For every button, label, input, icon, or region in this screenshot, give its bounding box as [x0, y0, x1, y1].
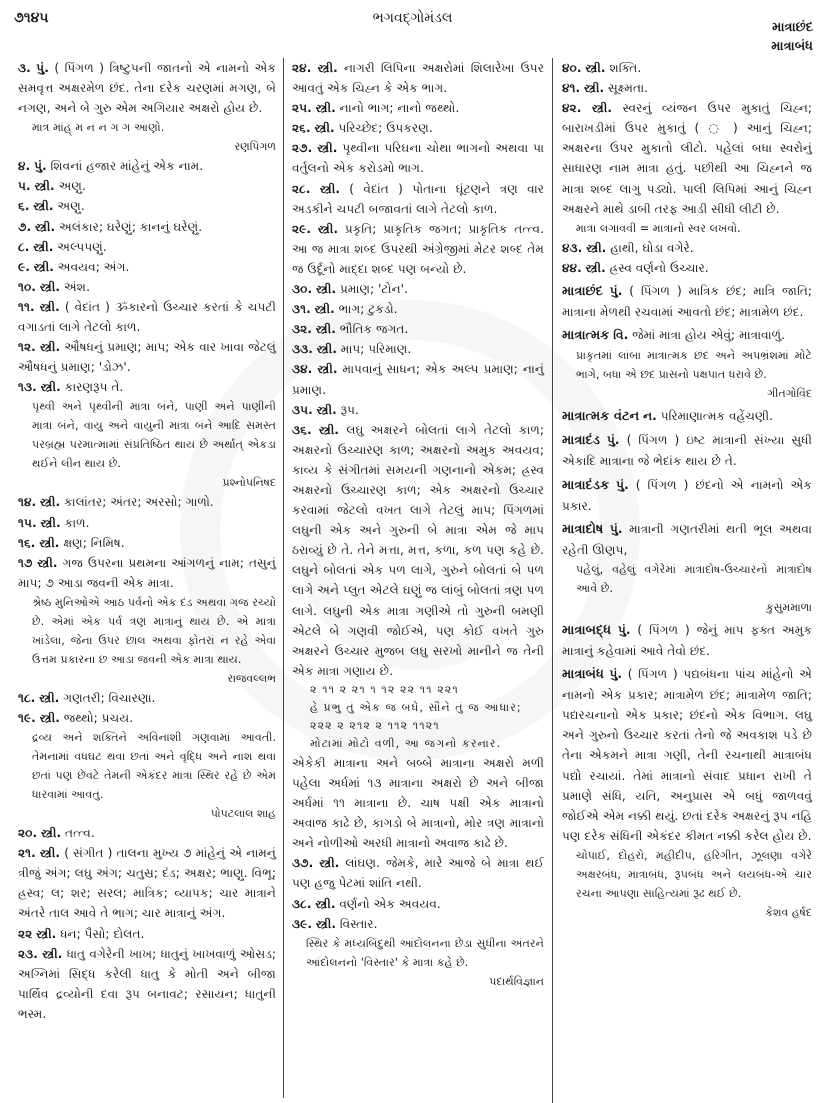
sense-entry: [562, 58, 812, 78]
sense-entry: [292, 894, 544, 914]
sense-number: ૩૫.: [292, 402, 313, 417]
grammar-label: સ્ત્રી.: [40, 340, 61, 355]
definition-text: અંશ.: [63, 279, 90, 294]
sense-entry: [292, 914, 544, 934]
definition-text: ( વેદાંત ) પોતાના ઘૂંટણને ત્રણ વાર અડકીને ચપટી બજાવતાં લાગે તેટલો કાળ.: [292, 181, 545, 216]
definition-text: પ્રમાણ; 'ટોન'.: [339, 282, 408, 297]
grammar-label: સ્ત્રી.: [40, 515, 61, 530]
grammar-label: સ્ત્રી.: [317, 221, 338, 236]
headword: માત્રાદંડક: [562, 477, 610, 493]
grammar-label: ન.: [643, 409, 657, 424]
sense-entry: [18, 297, 276, 337]
sense-number: ૩૬.: [292, 422, 312, 437]
sense-number: ૪.: [18, 159, 31, 174]
grammar-label: સ્ત્રી.: [33, 199, 54, 214]
sense-entry: [18, 377, 276, 397]
verse-line: હે પ્રભુ તું એક જ બધે, સૌને તું જ આધાર;: [310, 700, 522, 714]
grammar-label: સ્ત્રી.: [39, 535, 60, 550]
definition-text: ( પિંગળ ) માત્રિક છંદ; માત્રિ જાતિ; માત્રાના મેળથી રચવામાં આવતો છંદ; માત્રામેળ છંદ.: [562, 283, 813, 320]
headword: માત્રાબંધ: [562, 667, 604, 683]
quote-text: શ્રેષ્ઠ મુનિઓએ આઠ પર્વનો એક દંડ અથવા ગજ રચ્યો છે. એમાં એક પર્વ ત્રણ માત્રાનું થાય છે. એ માત્રા ખાંડેલા, જેના ઉપર છાલ અથવા ફોતરાં ન રહે એવા ઉત્તમ પ્રકારના છ આડા જવની એક માત્રા થાય.: [32, 595, 276, 666]
column-right: [562, 58, 812, 922]
definition-text: તત્ત્વ.: [65, 826, 95, 841]
grammar-label: સ્ત્રી.: [316, 342, 337, 357]
sense-entry: [562, 258, 812, 278]
definition-text: અલંકાર; ઘરેણું; કાનનું ઘરેણું.: [58, 219, 203, 234]
sense-entry: [292, 339, 544, 359]
definition-text: પ્રકૃતિ; પ્રાકૃતિક જગત; પ્રાકૃતિક તત્ત્વ. આ જ માત્રા શબ્દ ઉપરથી અંગ્રેજીમાં મેટર શબ્દ તેમ જ ઉર્દૂનો માદ્દા શબ્દ પણ બન્યો છે.: [292, 221, 545, 276]
sense-number: ૨૨: [18, 926, 33, 941]
citation-quote: [18, 728, 276, 823]
definition-text: શિવનાં હજાર માંહેનું એક નામ.: [50, 159, 204, 174]
definition-text: ગજ ઉપરના પ્રથમના આંગળનું નામ; તસુનું માપ; ૭ આડા જવની એક માત્રા.: [18, 555, 276, 590]
grammar-label: સ્ત્રી.: [39, 710, 60, 725]
citation-quote: [18, 593, 276, 688]
grammar-label: સ્ત્રી.: [316, 402, 337, 417]
sense-number: ૧૩.: [18, 380, 37, 395]
definition-text: માત્રાની ગણતરીમાં થતી ભૂલ અથવા રહેતી ઊણપ,: [562, 521, 812, 557]
grammar-label: સ્ત્રી.: [317, 362, 338, 377]
sense-number: ૧૪.: [18, 495, 37, 510]
sense-number: ૧૭: [18, 555, 33, 570]
sense-entry: [292, 420, 544, 681]
sense-entry: [292, 319, 544, 339]
sense-entry: [292, 279, 544, 299]
sense-entry: [18, 196, 276, 216]
grammar-label: સ્ત્રી.: [315, 896, 336, 911]
sense-entry: [562, 238, 812, 258]
sense-entry: [18, 843, 276, 923]
definition-text: અણુ.: [57, 199, 85, 214]
definition-text: ક્ષણ; નિમિષ.: [63, 535, 125, 550]
sense-entry: [292, 138, 544, 178]
citation-quote: [562, 560, 812, 617]
definition-text: ભૌતિક જગત.: [339, 322, 409, 337]
definition-text: ધાતુ વગેરેની ખાખ; ધાતુનું ખાખવાળું ઓસડ; અગ્નિમાં સિદ્ધ કરેલી ધાતુ કે મોતી અને બીજા પાર્થિવ દ્રવ્યોની દવા રૂપ બનાવટ; રસાયન; ધાતુની ભસ્મ.: [18, 946, 276, 1021]
headword-entry: [562, 519, 812, 560]
grammar-label: સ્ત્રી.: [34, 179, 55, 194]
citation-quote: [18, 397, 276, 492]
sense-number: ૪૦.: [562, 61, 582, 75]
column-left: [18, 58, 276, 1024]
sense-number: ૨૪.: [292, 61, 312, 75]
headword-entry: [562, 430, 812, 471]
sense-entry: [18, 708, 276, 728]
sense-entry: [18, 176, 276, 196]
guide-word-last: માત્રાબંધ: [771, 39, 813, 54]
sense-entry: [562, 78, 812, 98]
grammar-label: પું.: [34, 159, 47, 174]
grammar-label: સ્ત્રી.: [585, 61, 606, 75]
sense-number: ૪૨.: [562, 101, 582, 116]
sense-entry: [292, 853, 544, 893]
quote-text: પહેલું, વહેલું વગેરેમાં માત્રાદોષ-ઉચ્ચારનો માત્રાદોષ આવે છે.: [576, 562, 812, 595]
sense-entry: [18, 492, 276, 512]
definition-text: જેમાં માત્રા હોય એવું; માત્રાવાળું.: [632, 328, 786, 343]
definition-text: ગણતરી; વિચારણા.: [63, 690, 156, 705]
grammar-label: સ્ત્રી.: [317, 141, 338, 156]
meter-scansion: ૨ ૧૧ ૨ ૨૧ ૧ ૧૨ ૨૨ ૧૧ ૨૨૧: [310, 682, 459, 696]
headword-entry: [562, 620, 812, 661]
sense-entry: [562, 98, 812, 219]
grammar-label: પું.: [609, 283, 623, 298]
definition-text: ઔષધનું પ્રમાણ; માપ; એક વાર ખાવા જેટલું ઔષધનું પ્રમાણ; 'ડોઝ'.: [18, 340, 277, 375]
sense-entry: [18, 924, 276, 944]
headword: માત્રાત્મક વંટન: [562, 409, 640, 425]
grammar-label: સ્ત્રી.: [36, 926, 57, 941]
quote-text: પૃથ્વી અને પૃથ્વીની માત્રા બંને, પાણી અને પાણીની માત્રા બંને, વાયુ અને વાયુની માત્રા બંને આદિ સમસ્ત પરબ્રહ્મ પરમાત્મામાં સંપ્રતિષ્ઠિત થાય છે અર્થાત્ એકડા થઈને લીન થાય છે.: [32, 400, 276, 471]
sense-entry: [292, 58, 544, 98]
grammar-label: સ્ત્રી.: [42, 946, 63, 961]
citation-source: રાજવલ્લભ: [227, 671, 276, 685]
grammar-label: સ્ત્રી.: [591, 101, 612, 116]
citation-quote: [562, 219, 812, 238]
sense-entry: [18, 58, 276, 118]
sense-number: ૩૯.: [292, 916, 312, 931]
definition-text: લઘુ અક્ષરને બોલતાં લાગે તેટલો કાળ; અક્ષરનો ઉચ્ચારણ કાળ; અક્ષરનો અમુક અવયવ; કાવ્ય કે સંગીતમાં સમયની ગણનાનો એકમ; હ્રસ્વ અક્ષરનો ઉચ્ચારણ કાળ; એક અક્ષરનો ઉચ્ચાર કરવામાં જેટલો વખત લાગે તેટલું માપ; પિંગળમાં લઘુની એક અને ગુરુની બે માત્રા એમ જે માપ ઠરાવ્યું છે તે. તેને મત્તા, મત્ત, કળા, કળ પણ કહે છે. લઘુને બોલતાં એક પળ લાગે, ગુરુને બોલતાં બે પળ લાગે અને પ્લુત એટલે ઘણું જ લાંબું બોલતાં ત્રણ પળ લાગે. લઘુની એક માત્રા ગણીએ તો ગુરુની બમણી એટલે બે ગણવી જોઈએ, પણ કોઈ વખતે ગુરુ અક્ષરને ઉચ્ચાર મુજબ લઘુ સરખો માનીને જ તેની એક માત્રા ગણાય છે.: [292, 422, 544, 678]
sense-entry: [18, 337, 276, 377]
sense-number: ૩૨.: [292, 322, 312, 337]
grammar-label: સ્ત્રી.: [41, 826, 62, 841]
headword-entry: [562, 406, 812, 427]
page-number: ૭૧૪૫: [14, 10, 49, 26]
definition-text: કાલાંતર; અંતર; અરસો; ગાળો.: [64, 495, 214, 510]
sense-entry: [18, 553, 276, 593]
running-title: ભગવદ્ગોમંડલ: [372, 10, 453, 26]
citation-source: કેશવ હર્ષદ: [765, 905, 812, 919]
sense-number: ૧૧.: [18, 299, 35, 314]
grammar-label: સ્ત્રી.: [39, 846, 61, 861]
definition-text: જથ્થો; પ્રચય.: [63, 710, 134, 725]
sense-number: ૧૦.: [18, 279, 36, 294]
grammar-label: પું.: [617, 622, 631, 637]
citation-source: કુસુમમાળા: [765, 600, 812, 614]
grammar-label: સ્ત્રી.: [586, 240, 607, 255]
sense-number: ૧૨.: [18, 340, 36, 355]
sense-entry: [292, 219, 544, 279]
definition-text: માપ; પરિમાણ.: [340, 342, 412, 357]
headword-entry: [562, 664, 812, 846]
headword: માત્રાત્મક: [562, 328, 610, 344]
sense-entry: [18, 156, 276, 176]
definition-text: ( પિંગળ ) ઇષ્ટ માત્રાની સંખ્યા સુધી એકાદિ માત્રાના જે ભેદાંક થાય છે તે.: [562, 433, 813, 469]
quote-text: સ્થિર કે મધ્યબિંદુથી આંદોલનના છેડા સુધીના અંતરને આંદોલનનો 'વિસ્તાર' કે માત્રા કહે છે.: [306, 936, 544, 969]
sense-number: ૪૧.: [562, 81, 581, 96]
definition-text: ધન; પૈસો; દોલત.: [60, 926, 145, 941]
guide-words: [771, 18, 813, 56]
sense-entry: [18, 533, 276, 553]
grammar-label: સ્ત્રી.: [39, 690, 60, 705]
definition-text: ( પિંગળ ) પદ્યબંધના પાંચ માંહેનો એ નામનો એક પ્રકાર; માત્રામેળ છંદ; માત્રામેળ જાતિ; પદ્યરચનાનો એક પ્રકાર; છંદનો એક વિભાગ. લઘુ અને ગુરુનો ઉચ્ચાર કરતાં તેનો જે અવકાશ પડે છે તેના એકમને માત્રા ગણી, તેની રચનાથી માત્રાબંધ પદ્યો રચાયાં. તેમાં માત્રાનો સંવાદ પ્રધાન રાખી તે પ્રમાણે સંધિ, યતિ, અનુપ્રાસ એ બધું જાળવવું જોઈએ એમ નક્કી થયું. છતાં દરેક અક્ષરનું રૂપ નહિ પણ દરેક સંધિની એકંદર કીમત નક્કી કરેલ હોય છે.: [562, 667, 813, 843]
grammar-label: સ્ત્રી.: [315, 282, 337, 297]
column-middle: [292, 58, 544, 991]
headword: માત્રાછંદ: [562, 283, 603, 299]
definition-text: પૃથ્વીના પરિઘના ચોથા ભાગનો અથવા પા વર્તુલનો એક કરોડમો ભાગ.: [292, 141, 544, 176]
definition-text: પરિમાણાત્મક વહેંચણી.: [660, 409, 774, 424]
sense-entry: [292, 179, 544, 219]
grammar-label: સ્ત્રી.: [39, 299, 60, 314]
grammar-label: પું.: [616, 477, 629, 492]
definition-text: રૂપ.: [340, 402, 359, 417]
citation-source: પ્રશ્નોપનિષદ: [222, 476, 276, 490]
sense-number: ૨૬.: [292, 121, 311, 136]
grammar-label: પું.: [609, 667, 623, 682]
definition-text: સૂક્ષ્મતા.: [608, 81, 648, 96]
headword-entry: [562, 281, 812, 322]
grammar-label: પું.: [609, 521, 623, 536]
definition-text: નાગરી લિપિના અક્ષરોમાં શિલારેખા ઉપર આવતું એક ચિહ્ન કે એક ભાગ.: [292, 61, 545, 96]
sense-number: ૧૫.: [18, 515, 37, 530]
sense-number: ૩૪.: [292, 362, 313, 377]
citation-source: પદાર્થવિજ્ઞાન: [489, 974, 544, 988]
sense-entry: [292, 299, 544, 319]
sense-number: ૨૫.: [292, 101, 312, 116]
sense-number: ૧૬.: [18, 535, 36, 550]
sense-number: ૨૩.: [18, 946, 38, 961]
grammar-label: સ્ત્રી.: [40, 380, 61, 395]
verse-line: મોટામાં મોટો વળી, આ જગનો કરનાર.: [310, 736, 502, 750]
citation-source: પોપટલાલ શાહ: [210, 807, 276, 821]
sense-number: ૯.: [18, 259, 30, 274]
grammar-label: વિ.: [613, 328, 629, 343]
grammar-label: સ્ત્રી.: [37, 555, 58, 570]
sense-entry: [292, 359, 544, 399]
definition-text: સ્વરનું વ્યંજન ઉપર મુકાતું ચિહ્ન; બારાખડીમાં ઉપર મુકાતું ( ◌ ) આનું ચિહ્ન; અક્ષરના ઉપર મુકાતો લીટો. પહેલાં બધા સ્વરોનું સાધારણ નામ માત્રા હતું. પછીથી આ ચિહ્નને જ માત્રા શબ્દ લાગુ પડ્યો. પાલી લિપિમાં આનું ચિહ્ન અક્ષરને માથે ડાબી તરફ આડી સીધી લીટી છે.: [562, 101, 813, 216]
grammar-label: સ્ત્રી.: [584, 81, 605, 96]
quote-text: પ્રાકૃતમાં લાંબા માત્રાત્મક છંદ અને અપભ્રંશમાં મોટે ભાગે, બધા એ છંદ પ્રાસનો પક્ષપાત ધરાવે છે.: [576, 349, 812, 382]
grammar-label: સ્ત્રી.: [317, 61, 338, 75]
sense-entry: [292, 400, 544, 420]
sense-number: ૨૮.: [292, 181, 311, 196]
sense-number: ૪૪.: [562, 260, 582, 275]
sense-number: ૨૭.: [292, 141, 313, 156]
grammar-label: સ્ત્રી.: [318, 422, 340, 437]
sense-entry: [18, 237, 276, 257]
definition-text: ( પિંગળ ) છંદનો એ નામનો એક પ્રકાર.: [562, 477, 812, 513]
definition-text: ( સંગીત ) તાલના મુખ્ય ૭ માંહેનું એ નામનું ત્રીજું અંગ; લઘુ અંગ; ચતુસ્ર; દંડ; અક્ષર; ભાણુ. વિભૂ; હ્રસ્વ; લ; શર; સરલ; માત્રિક; વ્યાપક; ચાર માત્રાને અંતરે તાલ આવે તે ભાગ; ચાર માત્રાનું અંગ.: [18, 846, 276, 921]
sense-number: ૨૦.: [18, 826, 38, 841]
sense-number: ૧૯.: [18, 710, 36, 725]
citation-source: ગીતગોવિંદ: [767, 387, 812, 401]
definition-continuation: એકેકી માત્રાના અને બબ્બે માત્રાના અક્ષરો મળી પહેલા અર્ધમાં ૧૩ માત્રાના અક્ષરો છે અને બીજા અર્ધમાં ૧૧ માત્રાના છે. ચાષ પક્ષી એક માત્રાનો અવાજ કાઢે છે, કાગડો બે માત્રાનો, મોર ત્રણ માત્રાનો અને નોળીઓ અરધી માત્રાનો અવાજ કાઢે છે.: [292, 755, 544, 851]
citation-quote: [562, 846, 812, 922]
sense-entry: [18, 823, 276, 843]
definition-text: ( વેદાંત ) ૐકારનો ઉચ્ચાર કરતાં કે ચપટી વગાડતાં લાગે તેટલો કાળ.: [18, 299, 276, 335]
definition-text: કાળ.: [64, 515, 90, 530]
sense-number: ૫.: [18, 179, 31, 194]
grammar-label: સ્ત્રી.: [315, 322, 336, 337]
headword-entry: [562, 475, 812, 516]
sense-entry: [18, 257, 276, 277]
definition-text: હ્રસ્વ વર્ણનો ઉચ્ચાર.: [609, 260, 709, 275]
definition-text: કારણરૂપ તે.: [64, 380, 124, 395]
grammar-label: સ્ત્રી.: [39, 279, 60, 294]
definition-text: વર્ણનો એક અવયવ.: [339, 896, 441, 911]
quote-text: ચોપાઈ, દોહરો, મહીદીપ, હરિગીત, ઝૂલણા વગેરે અક્ષરબંધ, માત્રાબંધ, રૂપબંધ અને લયબંધ-એ ચાર રચના આપણા સાહિત્યમાં રૂઢ થઈ છે.: [576, 848, 812, 900]
sense-number: ૩૭.: [292, 856, 314, 871]
sense-number: ૩૦.: [292, 282, 313, 297]
sense-number: ૩૮.: [292, 896, 312, 911]
grammar-label: સ્ત્રી.: [315, 101, 336, 116]
quote-text: દ્રવ્ય અને શક્તિને અવિનાશી ગણવામાં આવતી. તેમનામાં વધઘટ થવા છતાં અને વૃદ્ધિ અને નાશ થવા છતાં પણ છેવટે તેમની એકંદર માત્રા સ્થિર રહે છે એમ ધારવામાં આવતું.: [32, 731, 276, 802]
definition-text: વિસ્તાર.: [339, 916, 378, 931]
sense-entry: [18, 944, 276, 1024]
sense-number: ૩.: [18, 61, 31, 75]
citation-quote: [562, 346, 812, 403]
grammar-label: સ્ત્રી.: [585, 260, 606, 275]
definition-text: લાંઘણ. જેમકે, મારે આજે બે માત્રા થઈ પણ હજુ પેટમાં શાંતિ નથી.: [292, 856, 544, 891]
definition-text: પરિચ્છેદ; ઉપકરણ.: [338, 121, 433, 136]
citation-quote: [18, 118, 276, 156]
grammar-label: પું.: [607, 433, 620, 448]
quote-text: માત્ર માંહ્ મ ન ન ગ ગ આણો.: [32, 121, 165, 135]
sense-entry: [18, 688, 276, 708]
guide-word-first: માત્રાછંદ: [772, 20, 813, 35]
sense-number: ૩૧.: [292, 302, 311, 317]
sense-number: ૨૧.: [18, 846, 36, 861]
sense-number: ૩૩.: [292, 342, 313, 357]
sense-entry: [292, 118, 544, 138]
headword: માત્રાબદ્ધ: [562, 622, 612, 638]
grammar-label: સ્ત્રી.: [34, 219, 56, 234]
definition-text: શક્તિ.: [609, 61, 642, 75]
sense-number: ૬.: [18, 199, 30, 214]
meter-scansion: ૨૨૨ ૨ ૨૧૨ ૨ ૧૧૨ ૧૧૨૧: [310, 718, 440, 732]
headword: માત્રાદંડ: [562, 433, 600, 449]
citation-source: રણપિંગળ: [234, 140, 276, 154]
sense-number: ૨૯.: [292, 221, 311, 236]
definition-text: હાથી, ઘોડા વગેરે.: [610, 240, 694, 255]
definition-text: ( પિંગળ ) જેનું માપ ફક્ત અમુક માત્રાનું કહેવામાં આવે તેવો છંદ.: [562, 622, 813, 658]
definition-text: ભાગ; ટુકડો.: [338, 302, 398, 317]
headword: માત્રાદોષ: [562, 521, 604, 537]
definition-text: નાનો ભાગ; નાનો જથ્થો.: [339, 101, 460, 116]
sense-number: ૧૮.: [18, 690, 36, 705]
sense-entry: [18, 277, 276, 297]
grammar-label: સ્ત્રી.: [33, 259, 54, 274]
grammar-label: સ્ત્રી.: [33, 239, 54, 254]
definition-text: માપવાનું સાધન; એક અલ્પ પ્રમાણ; નાનું પ્રમાણ.: [292, 362, 544, 397]
sense-number: ૭.: [18, 219, 32, 234]
definition-text: અવયવ; અંગ.: [57, 259, 130, 274]
sense-entry: [18, 217, 276, 237]
grammar-label: સ્ત્રી.: [314, 121, 335, 136]
citation-quote: [292, 934, 544, 991]
grammar-label: સ્ત્રી.: [40, 495, 61, 510]
dictionary-columns: [0, 58, 825, 1098]
grammar-label: સ્ત્રી.: [319, 181, 340, 196]
grammar-label: પું.: [36, 61, 49, 75]
sense-number: ૪૩.: [562, 240, 583, 255]
sense-entry: [18, 513, 276, 533]
grammar-label: સ્ત્રી.: [314, 302, 335, 317]
sense-entry: [292, 98, 544, 118]
grammar-label: સ્ત્રી.: [315, 916, 336, 931]
headword-entry: [562, 325, 812, 346]
sense-number: ૮.: [18, 239, 30, 254]
definition-text: અણુ.: [58, 179, 86, 194]
quote-text: માત્રા લગાવવી = માત્રાનો સ્વર લખવો.: [576, 221, 741, 235]
definition-text: અલ્પપણું.: [57, 239, 107, 254]
grammar-label: સ્ત્રી.: [319, 856, 340, 871]
definition-text: ( પિંગળ ) ત્રિષ્ટુપની જાતનો એ નામનો એક સમવૃત્ત અક્ષરમેળ છંદ. તેના દરેક ચરણમાં મગણ, બે નગણ, અને બે ગુરુ એમ અગિયાર અક્ષરો હોય છે.: [18, 61, 276, 116]
